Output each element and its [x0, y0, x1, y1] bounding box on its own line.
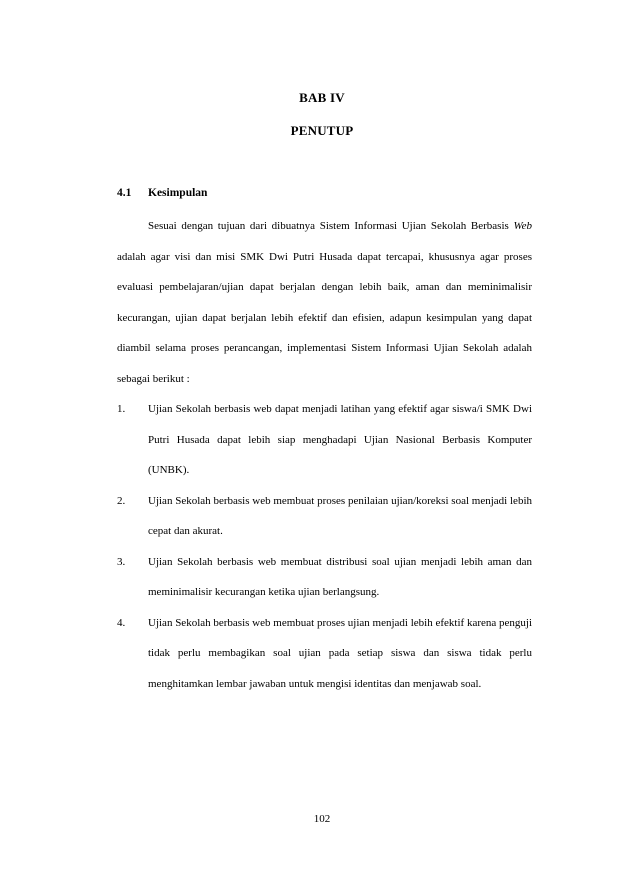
page-number: 102 — [313, 813, 331, 825]
paragraph-italic-word: Web — [513, 220, 532, 232]
list-item-text: Ujian Sekolah berbasis web membuat proses penilaian ujian/koreksi soal menjadi lebih cepat dan akurat. — [148, 494, 532, 537]
list-item-text: Ujian Sekolah berbasis web membuat distribusi soal ujian menjadi lebih aman dan meminimalisir kecurangan ketika ujian berlangsung. — [148, 555, 532, 598]
list-item-number: 2. — [117, 494, 126, 507]
list-item-number: 4. — [117, 616, 126, 629]
chapter-title: PENUTUP — [290, 123, 354, 138]
list-item — [117, 547, 532, 608]
paragraph-text-2: adalah agar visi dan misi SMK Dwi Putri Husada dapat tercapai, khususnya agar proses evaluasi pembelajaran/ujian dapat berjalan dengan lebih baik, aman dan meminimalisir kecurangan, ujian dapat berjalan lebih efektif dan efisien, adapun kesimpulan yang dapat diambil selama proses perancangan, implementasi Sistem Informasi Ujian Sekolah adalah sebagai berikut : — [117, 250, 532, 385]
list-item — [117, 394, 532, 486]
list-item — [117, 486, 532, 547]
intro-paragraph — [117, 211, 532, 394]
section-content — [117, 211, 532, 699]
list-item-number: 1. — [117, 403, 126, 415]
conclusion-list — [117, 394, 532, 699]
section-heading — [117, 187, 207, 199]
list-item-text: Ujian Sekolah berbasis web dapat menjadi latihan yang efektif agar siswa/i SMK Dwi Putri Husada dapat lebih siap menghadapi Ujian Nasional Berbasis Komputer (UNBK). — [148, 403, 532, 476]
section-title: Kesimpulan — [148, 187, 208, 199]
list-item — [117, 608, 532, 700]
list-item-number: 3. — [117, 555, 126, 568]
paragraph-text-1: Sesuai dengan tujuan dari dibuatnya Sistem Informasi Ujian Sekolah Berbasis — [148, 220, 514, 232]
section-number: 4.1 — [117, 187, 132, 199]
list-item-text: Ujian Sekolah berbasis web membuat proses ujian menjadi lebih efektif karena penguji tidak perlu membagikan soal ujian pada setiap siswa dan siswa tidak perlu menghitamkan lembar jawaban untuk mengisi identitas dan menjawab soal. — [148, 616, 532, 690]
chapter-number: BAB IV — [299, 90, 345, 105]
